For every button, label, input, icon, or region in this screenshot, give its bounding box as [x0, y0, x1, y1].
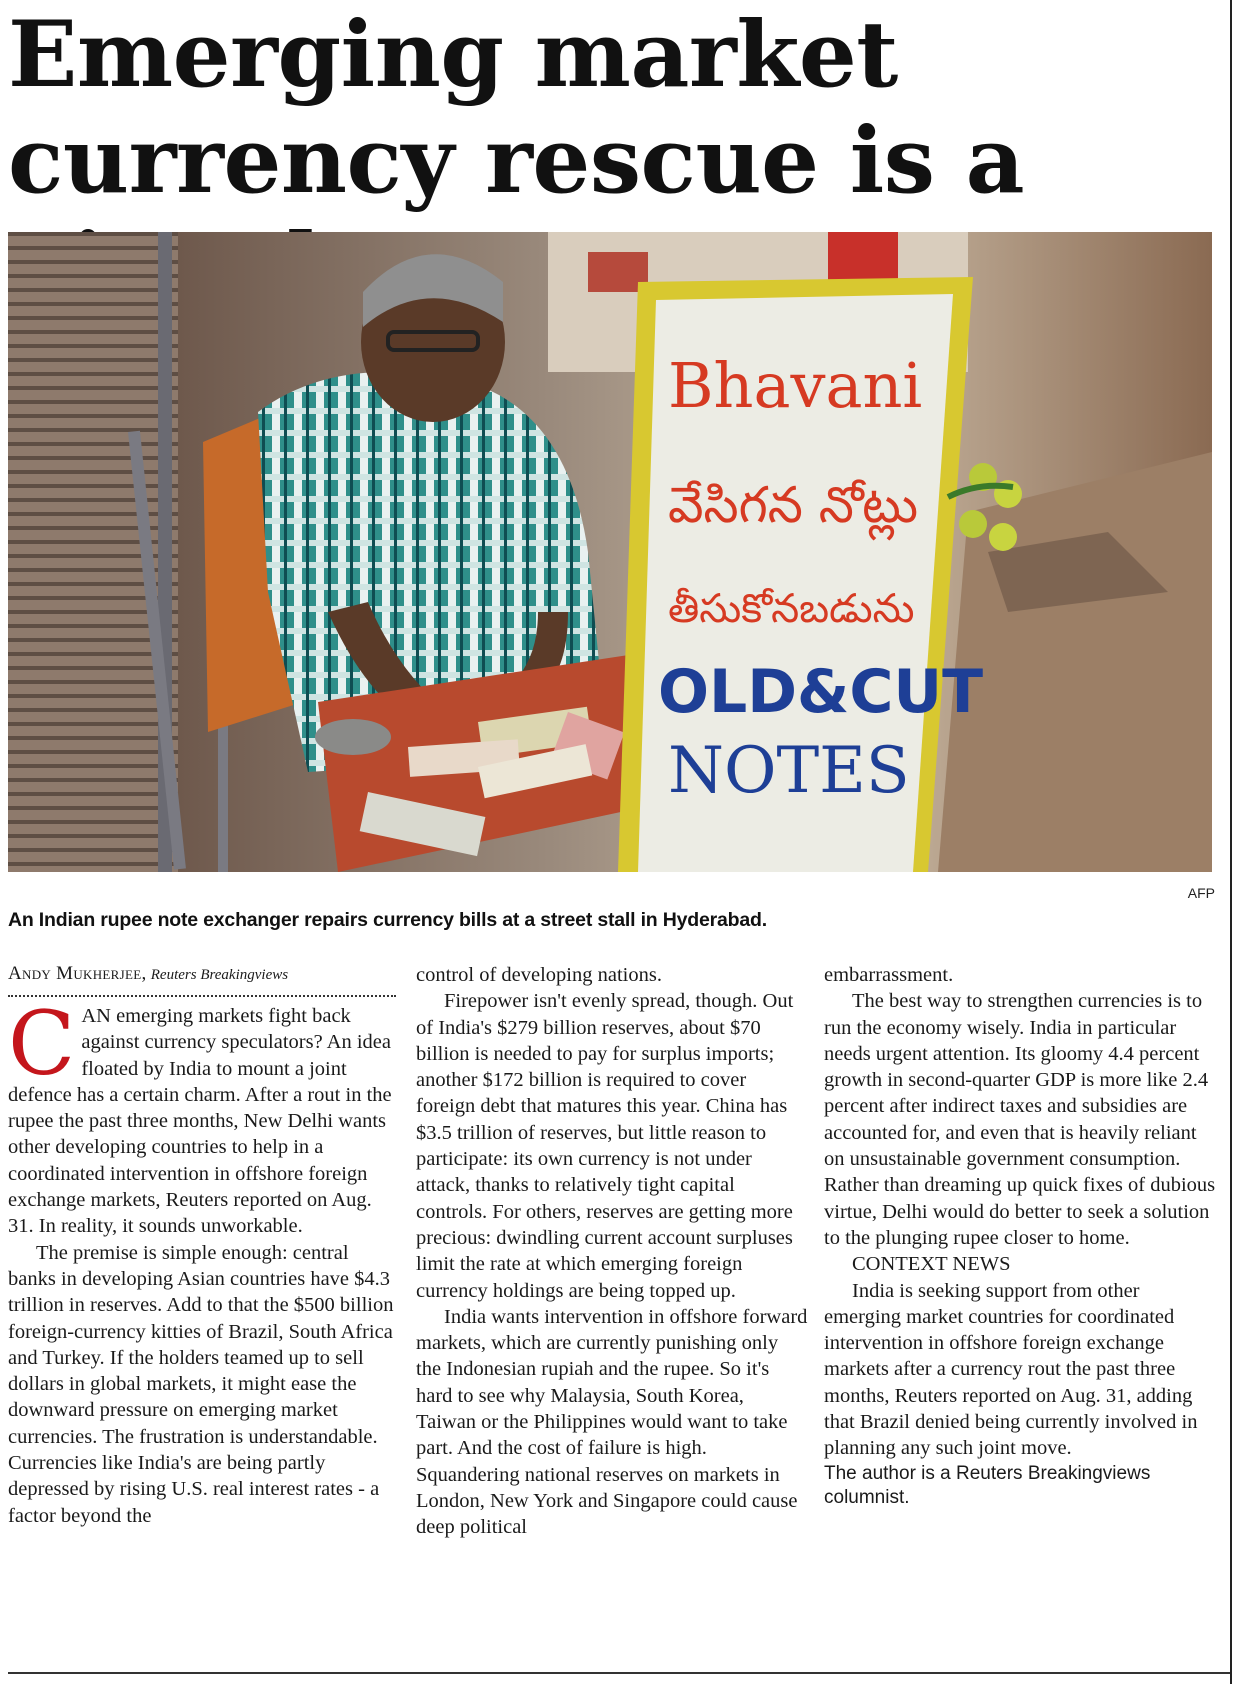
author-tagline: The author is a Reuters Breakingviews columnist.	[824, 1462, 1151, 1508]
paragraph-3: Firepower isn't evenly spread, though. Out of India's $279 billion reserves, about $70 billion is needed to pay for surplus imports; another $172 billion is required to cover foreign debt that matures this year. China has $3.5 trillion of reserves, but little reason to participate: its own currency is not under attack, thanks to relatively tight capital controls. For others, reserves are getting more precious: dwindling current account surpluses limit the rate at which emerging foreign currency holdings are being topped up.	[416, 990, 794, 1302]
author-organization: Reuters Breakingviews	[150, 967, 289, 983]
sign-bhavani: Bhavani	[668, 349, 923, 422]
paragraph-4-continued: embarrassment.	[824, 964, 954, 986]
byline	[8, 962, 400, 987]
page-bottom-rule	[8, 1672, 1230, 1674]
photo-credit: AFP	[1187, 885, 1215, 901]
sign-old-cut: OLD&CUT	[658, 657, 984, 727]
sign-telugu-2: తీసుకోనబడును	[668, 586, 915, 632]
page-right-rule	[1230, 0, 1232, 1684]
photo-caption: An Indian rupee note exchanger repairs currency bills at a street stall in Hyderabad.	[8, 909, 767, 931]
article-column-3	[824, 962, 1218, 1510]
sign-telugu-1: వేసిగన నోట్లు	[668, 476, 919, 534]
context-news-paragraph: India is seeking support from other emerging market countries for coordinated intervention in offshore foreign exchange markets after a currency rout the past three months, Reuters reported on Aug. 31, adding that Brazil denied being currently involved in planning any such joint move.	[824, 1279, 1198, 1460]
news-photo	[8, 232, 1212, 872]
photo-illustration	[8, 232, 1212, 872]
paragraph-5: The best way to strengthen currencies is to run the economy wisely. India in particular needs urgent attention. Its gloomy 4.4 percent growth in second-quarter GDP is more like 2.4 percent after indirect taxes and subsidies are accounted for, and even that is heavily reliant on unsustainable government consumption. Rather than dreaming up quick fixes of dubious virtue, Delhi would do better to seek a solution to the plunging rupee closer to home.	[824, 990, 1216, 1249]
article-column-2	[416, 962, 808, 1541]
article-column-1	[8, 962, 400, 1529]
paragraph-2: The premise is simple enough: central banks in developing Asian countries have $4.3 trillion in reserves. Add to that the $500 billion foreign-currency kitties of Brazil, South Africa and Turkey. If the holders teamed up to sell dollars in global markets, it might ease the downward pressure on emerging market currencies. The frustration is understandable. Currencies like India's are being partly depressed by rising U.S. real interest rates - a factor beyond the	[8, 1241, 394, 1527]
sign-notes: NOTES	[668, 734, 910, 808]
author-name: Andy Mukherjee,	[8, 963, 147, 984]
context-news-heading: CONTEXT NEWS	[852, 1253, 1011, 1276]
paragraph-2-continued: control of developing nations.	[416, 964, 662, 986]
drop-cap: C	[8, 992, 76, 1095]
paragraph-1: CAN emerging markets fight back against currency speculators? An idea floated by India to mount a joint defence has a certain charm. After a rout in the rupee the past three months, New Delhi wants other developing countries to help in a coordinated intervention in offshore foreign exchange markets, Reuters reported on Aug. 31. In reality, it sounds unworkable.	[8, 992, 392, 1238]
paragraph-4: India wants intervention in offshore forward markets, which are currently punishing only the Indonesian rupiah and the rupee. So it's hard to see why Malaysia, South Korea, Taiwan or the Philippines would want to take part. And the cost of failure is high. Squandering national reserves on markets in London, New York and Singapore could cause deep political	[416, 1305, 808, 1539]
headline: Emerging market currency rescue is a	[8, 2, 1025, 214]
